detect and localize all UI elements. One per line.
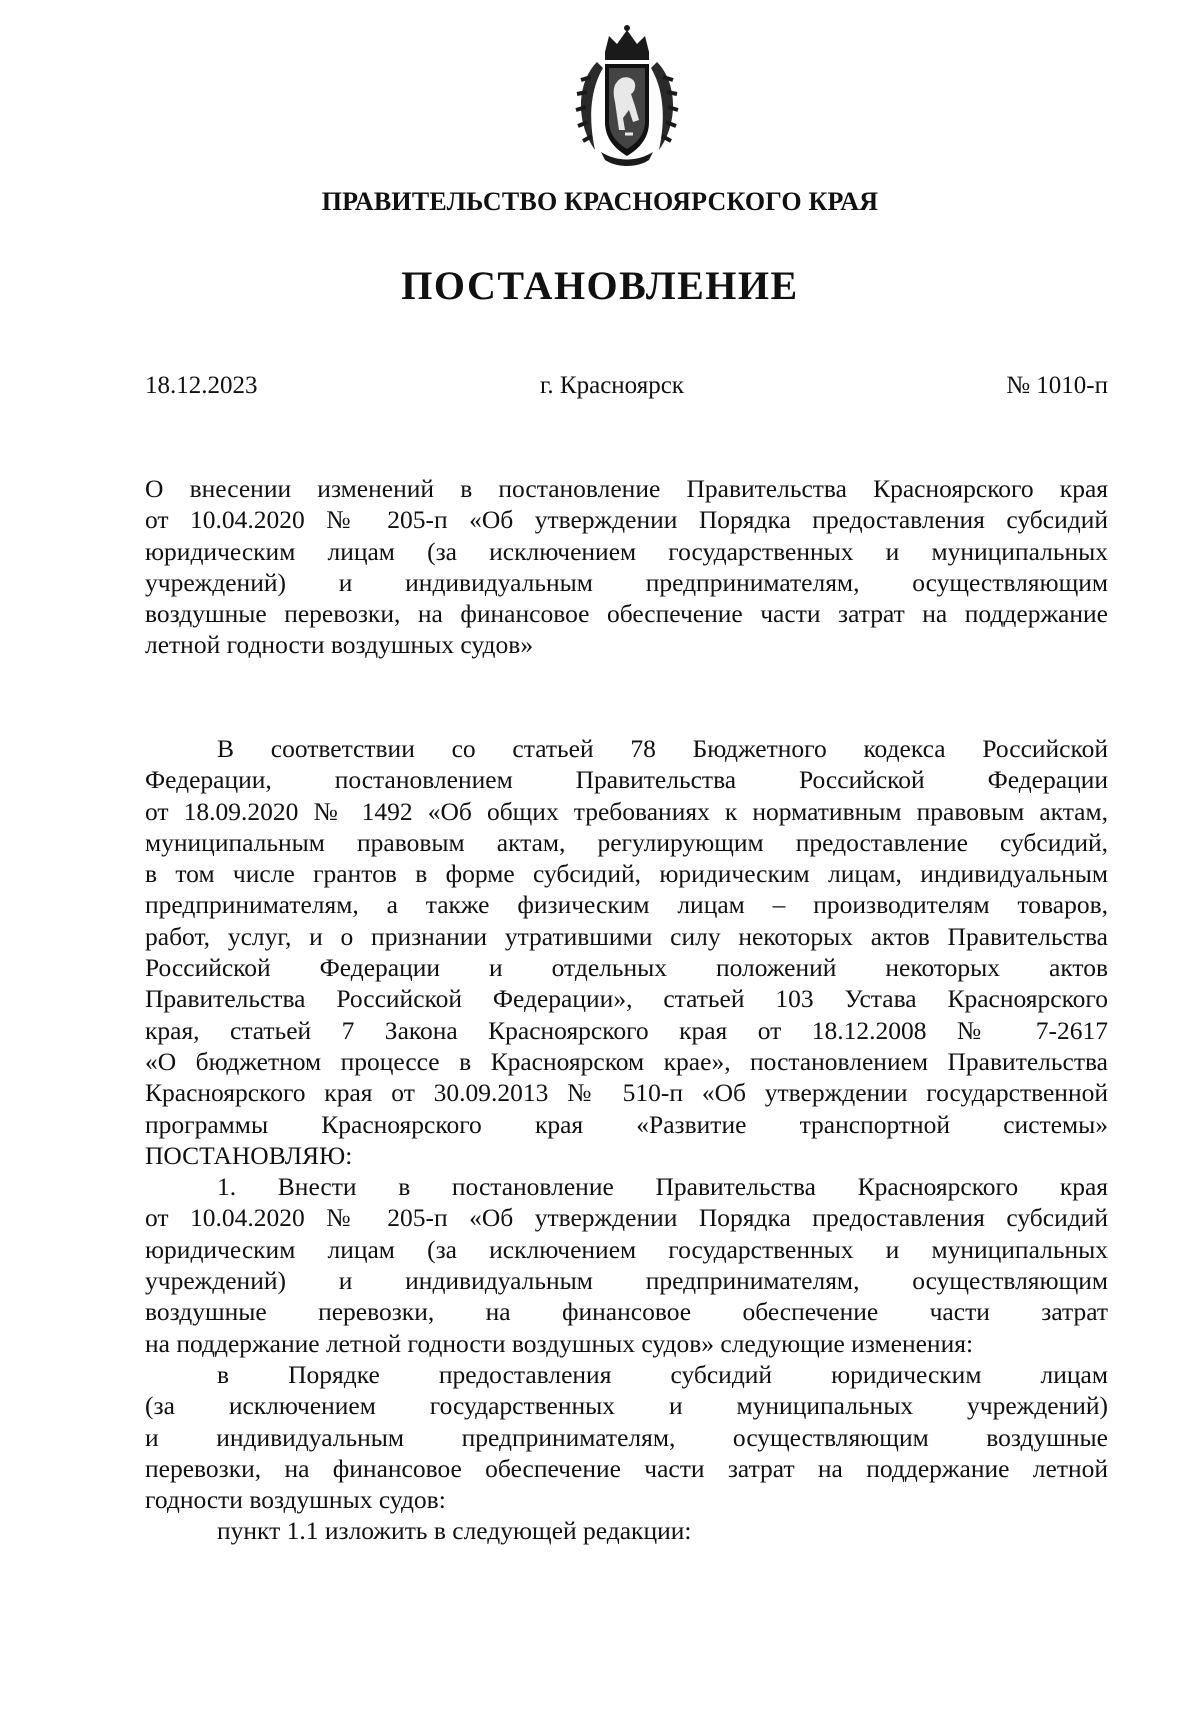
- body-line: Российской Федерации и отдельных положений некоторых актов: [145, 953, 1108, 983]
- body-line: в Порядке предоставления субсидий юридическим лицам: [217, 1359, 1108, 1389]
- body-line: на поддержание летной годности воздушных судов» следующие изменения:: [145, 1328, 974, 1358]
- body-line: учреждений) и индивидуальным предпринимателям, осуществляющим: [145, 1266, 1108, 1296]
- body-line: пункт 1.1 изложить в следующей редакции:: [217, 1516, 692, 1546]
- body-line: «О бюджетном процессе в Красноярском крае», постановлением Правительства: [145, 1046, 1108, 1076]
- body-line: от 10.04.2020 № 205-п «Об утверждении Порядка предоставления субсидий: [145, 1203, 1108, 1233]
- body-line: юридическим лицам (за исключением государственных и муниципальных: [145, 1234, 1108, 1264]
- body-line: края, статьей 7 Закона Красноярского края от 18.12.2008 № 7-2617: [145, 1015, 1108, 1045]
- body-line: 1. Внести в постановление Правительства Красноярского края: [217, 1172, 1108, 1202]
- resolution-keyword: ПОСТАНОВЛЯЮ:: [145, 1140, 353, 1170]
- body-line: в том числе грантов в форме субсидий, юридическим лицам, индивидуальным: [145, 859, 1108, 889]
- document-type-title: ПОСТАНОВЛЕНИЕ: [401, 263, 799, 308]
- title-line: воздушные перевозки, на финансовое обеспечение части затрат на поддержание: [145, 599, 1108, 629]
- body-line: Красноярского края от 30.09.2013 № 510-п «Об утверждении государственной: [145, 1078, 1108, 1108]
- title-line: О внесении изменений в постановление Правительства Красноярского края: [145, 474, 1108, 503]
- body-line: воздушные перевозки, на финансовое обеспечение части затрат: [145, 1297, 1108, 1327]
- title-line: от 10.04.2020 № 205-п «Об утверждении Порядка предоставления субсидий: [145, 505, 1108, 535]
- government-name: ПРАВИТЕЛЬСТВО КРАСНОЯРСКОГО КРАЯ: [321, 187, 879, 216]
- title-line: летной годности воздушных судов»: [145, 630, 534, 660]
- document-date: 18.12.2023: [145, 372, 258, 399]
- body-line: Федерации, постановлением Правительства Российской Федерации: [145, 765, 1108, 795]
- body-line: В соответствии со статьей 78 Бюджетного кодекса Российской: [217, 734, 1108, 763]
- body-line: (за исключением государственных и муниципальных учреждений): [145, 1391, 1108, 1421]
- document-subject-title: [145, 473, 1108, 661]
- body-line: годности воздушных судов:: [145, 1485, 446, 1515]
- body-line: от 18.09.2020 № 1492 «Об общих требованиях к нормативным правовым актам,: [145, 796, 1108, 826]
- title-line: юридическим лицам (за исключением государственных и муниципальных: [145, 536, 1108, 566]
- document-body: [145, 733, 1108, 1547]
- body-line: предпринимателям, а также физическим лицам – производителям товаров,: [145, 890, 1108, 920]
- document-number: № 1010-п: [1006, 372, 1108, 399]
- body-line: Правительства Российской Федерации», статьей 103 Устава Красноярского: [145, 984, 1108, 1014]
- title-line: учреждений) и индивидуальным предпринимателям, осуществляющим: [145, 567, 1108, 597]
- coat-of-arms-icon: [567, 22, 687, 172]
- body-line: муниципальным правовым актам, регулирующим предоставление субсидий,: [145, 827, 1108, 857]
- body-line: перевозки, на финансовое обеспечение части затрат на поддержание летной: [145, 1453, 1108, 1483]
- document-city: г. Красноярск: [540, 372, 684, 399]
- body-line: и индивидуальным предпринимателям, осуществляющим воздушные: [145, 1422, 1108, 1452]
- body-line: программы Красноярского края «Развитие транспортной системы»: [145, 1109, 1108, 1139]
- body-line: работ, услуг, и о признании утратившими силу некоторых актов Правительства: [145, 921, 1108, 951]
